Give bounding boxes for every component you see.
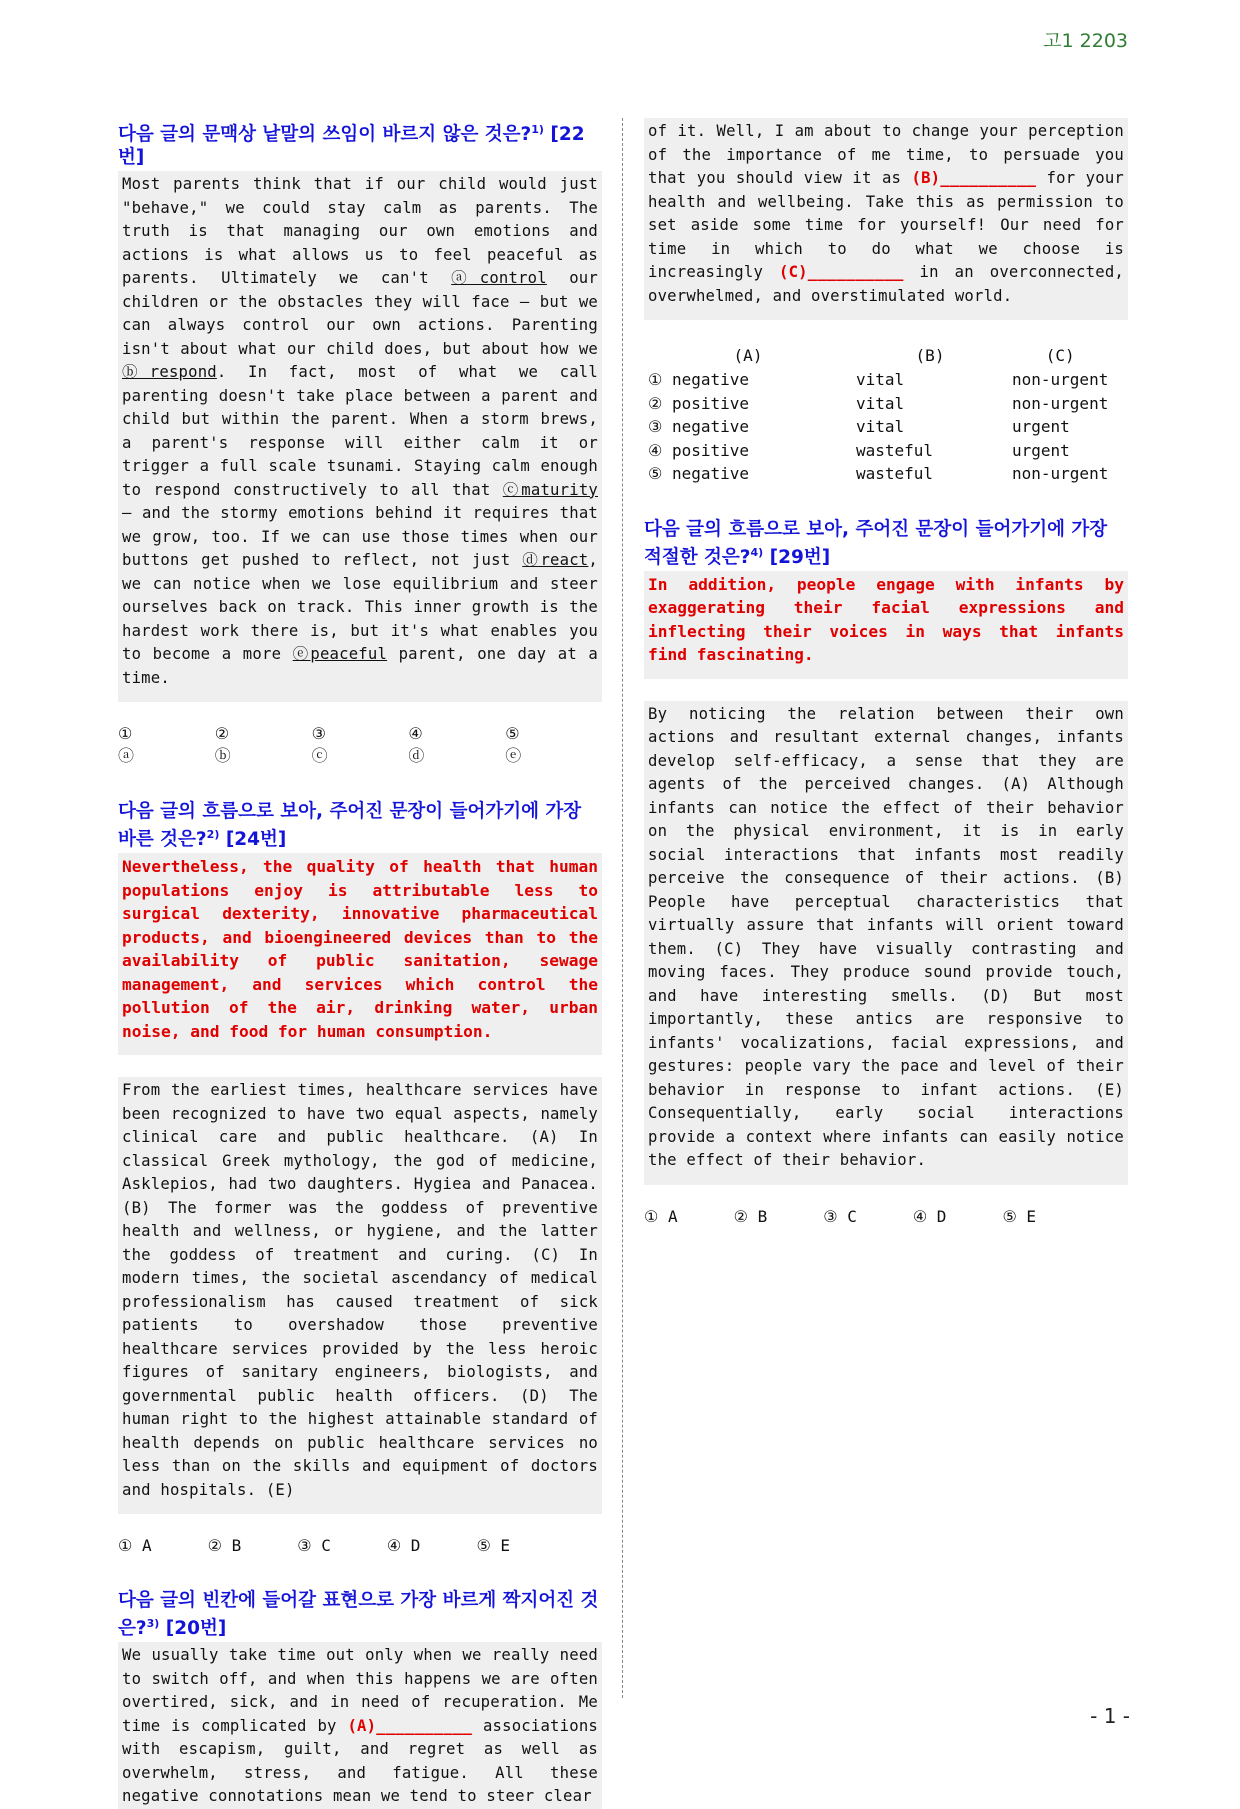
underline-e: ⓔpeaceful	[292, 645, 388, 664]
choice-option[interactable]: ② B	[207, 1536, 242, 1556]
question-4-given-sentence: In addition, people engage with infants by exaggerating their facial expressions and inflecting their voices in ways that infants find fascinating.	[644, 571, 1128, 679]
choice-option[interactable]: ① A	[644, 1206, 678, 1226]
blank-a: (A)__________	[347, 1716, 473, 1735]
question-1-passage: Most parents think that if our child would just "behave," we could stay calm as parents. The truth is that managing our own emotions and actions is what allows us to feel peaceful as parents. Ultimately we can't ⓐcontrol our children or the obstacles they will face — but we can always control our own actions. Parenting isn't about what our child does, but about how we ⓑrespond. In fact, most of what we call parenting doesn't take place between a parent and child but within the parent. When a storm brews, a parent's response will either calm it or trigger a full scale tsunami. Staying calm enough to respond constructively to all that ⓒmaturity — and the stormy emotions behind it requires that we grow, too. If we can use those times when our buttons get pushed to reflect, not just ⓓreact, we can notice when we lose equilibrium and steer ourselves back on track. This inner growth is the hardest work there is, but it's what enables you to become a more ⓔpeaceful parent, one day at a time.	[118, 171, 602, 702]
choice-option[interactable]: ④ ⓓ	[408, 724, 425, 766]
page-number: - 1 -	[1090, 1704, 1130, 1728]
choice-option[interactable]: ④ D	[386, 1536, 421, 1556]
option-row[interactable]: ① negative vital non-urgent	[648, 370, 1109, 390]
column-header-b: (B)	[915, 345, 945, 365]
underline-d: ⓓreact	[522, 551, 589, 570]
right-column	[644, 118, 1128, 1260]
option-row[interactable]: ③ negative vital urgent	[648, 417, 1070, 437]
question-2-choices	[118, 1536, 602, 1555]
column-divider	[622, 118, 623, 1698]
choice-option[interactable]: ③ ⓒ	[311, 724, 328, 766]
question-4-title: 다음 글의 흐름으로 보아, 주어진 문장이 들어가기에 가장 적절한 것은?$^{4)}$ [29번]	[644, 518, 1108, 568]
choice-option[interactable]: ⑤ E	[1002, 1206, 1037, 1226]
question-3-options-table	[644, 342, 1112, 486]
column-header-a: (A)	[733, 345, 763, 365]
question-2-passage: From the earliest times, healthcare services have been recognized to have two equal aspects, namely clinical care and public healthcare. (A) In classical Greek mythology, the god of medicine, Asklepios, had two daughters. Hygiea and Panacea. (B) The former was the goddess of preventive health and wellness, or hygiene, and the latter the goddess of treatment and curing. (C) In modern times, the societal ascendancy of medical professionalism has caused treatment of sick patients to overshadow those preventive healthcare services provided by the less heroic figures of sanitary engineers, biologists, and governmental public health officers. (D) The human right to the highest attainable standard of health depends on public healthcare services no less than on the skills and equipment of doctors and hospitals. (E)	[118, 1077, 602, 1514]
exam-code: 고1 2203	[1043, 30, 1128, 52]
option-row[interactable]: ⑤ negative wasteful non-urgent	[648, 464, 1109, 484]
choice-option[interactable]: ⑤ ⓔ	[505, 724, 522, 766]
underline-a: ⓐcontrol	[451, 269, 547, 288]
choice-option[interactable]: ③ C	[823, 1206, 857, 1226]
blank-b: (B)__________	[911, 169, 1037, 187]
underline-b: ⓑrespond	[122, 363, 217, 382]
blank-c: (C)__________	[778, 263, 904, 281]
question-3-title: 다음 글의 빈칸에 들어갈 표현으로 가장 바르게 짝지어진 것은?$^{3)}$ [20번]	[118, 1590, 599, 1640]
underline-c: ⓒmaturity	[502, 480, 598, 499]
choice-option[interactable]: ② B	[733, 1206, 768, 1226]
left-column	[118, 118, 602, 1809]
choice-option[interactable]: ⑤ E	[476, 1536, 511, 1556]
question-1-choices	[118, 724, 602, 766]
question-4-choices	[644, 1207, 1128, 1226]
question-3-passage-part2: of it. Well, I am about to change your perception of the importance of me time, to persuade you that you should view it as (B)__________ for your health and wellbeing. Take this as permission to set aside some time for yourself! Our need for time in which to do what we choose is increasingly (C)__________ in an overconnected, overwhelmed, and overstimulated world.	[644, 118, 1128, 320]
question-2-given-sentence: Nevertheless, the quality of health that human populations enjoy is attributable less to surgical dexterity, innovative pharmaceutical products, and bioengineered devices than to the availability of public sanitation, sewage management, and services which control the pollution of the air, drinking water, urban noise, and food for human consumption.	[118, 853, 602, 1055]
choice-option[interactable]: ① A	[118, 1536, 152, 1556]
choice-option[interactable]: ② ⓑ	[214, 724, 231, 766]
option-row[interactable]: ② positive vital non-urgent	[648, 393, 1109, 413]
choice-option[interactable]: ① ⓐ	[118, 724, 135, 766]
question-1-title: 다음 글의 문맥상 낱말의 쓰임이 바르지 않은 것은?$^{1)}$ [22번]	[118, 123, 585, 169]
question-4-passage: By noticing the relation between their own actions and resultant external changes, infants develop self-efficacy, a sense that they are agents of the perceived changes. (A) Although infants can notice the effect of their behavior on the physical environment, it is in early social interactions that infants most readily perceive the consequence of their actions. (B) People have perceptual characteristics that virtually assure that infants will orient toward them. (C) They have visually contrasting and moving faces. They produce sound provide touch, and have interesting smells. (D) But most importantly, these antics are responsive to infants' vocalizations, facial expressions, and gestures: people vary the pace and level of their behavior in response to infant actions. (E) Consequentially, early social interactions provide a context where infants can easily notice the effect of their behavior.	[644, 701, 1128, 1185]
choice-option[interactable]: ③ C	[297, 1536, 331, 1556]
question-2-title: 다음 글의 흐름으로 보아, 주어진 문장이 들어가기에 가장 바른 것은?$^{2)}$ [24번]	[118, 801, 582, 851]
option-row[interactable]: ④ positive wasteful urgent	[648, 440, 1070, 460]
question-3-passage-part1: We usually take time out only when we really need to switch off, and when this happens we are often overtired, sick, and in need of recuperation. Me time is complicated by (A)__________ associations with escapism, guilt, and regret as well as overwhelm, stress, and fatigue. All these negative connotations mean we tend to steer clear	[118, 1642, 602, 1809]
column-header-c: (C)	[1045, 345, 1075, 365]
choice-option[interactable]: ④ D	[912, 1206, 947, 1226]
